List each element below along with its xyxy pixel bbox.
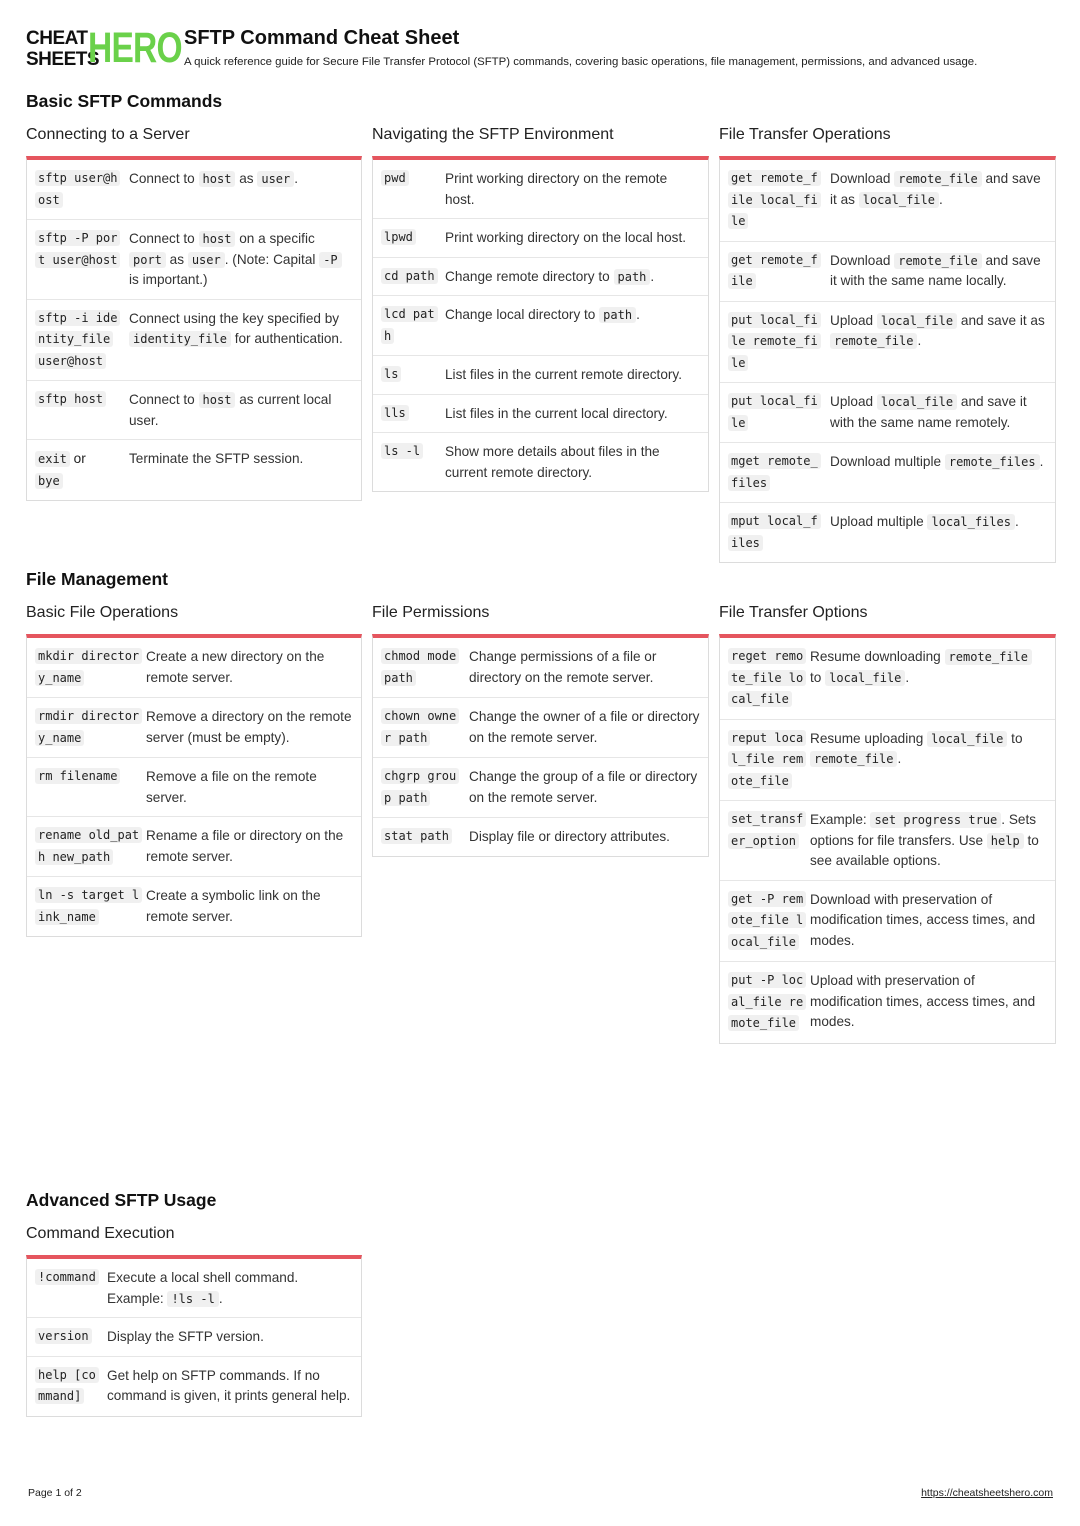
description-cell: List files in the current local directory. [445, 405, 668, 421]
inline-code: local_file [927, 731, 1007, 747]
inline-code: !ls -l [167, 1291, 218, 1307]
inline-code: path [614, 269, 651, 285]
command-cell [728, 889, 804, 954]
command-code: reget remote_file local_file [728, 648, 806, 707]
card-transfer-options [719, 634, 1056, 1044]
command-cell [35, 1267, 101, 1309]
command-code: !command [35, 1269, 99, 1285]
logo-line1: CHEAT [26, 28, 88, 49]
command-cell [35, 168, 123, 211]
table-row [720, 443, 1055, 503]
table-row [720, 383, 1055, 443]
command-code: rm filename [35, 768, 120, 784]
command-cell [728, 451, 824, 494]
command-cell [381, 766, 463, 809]
card-title-connecting: Connecting to a Server [26, 126, 190, 143]
command-code: bye [35, 473, 63, 489]
inline-code: help [987, 833, 1024, 849]
card-command-exec [26, 1255, 362, 1417]
command-cell [35, 1365, 101, 1408]
command-code: lls [381, 405, 409, 421]
card-navigating [372, 156, 709, 492]
command-cell [381, 706, 463, 749]
command-code: mput local_files [728, 513, 821, 551]
table-row [720, 160, 1055, 242]
command-cell [381, 441, 439, 483]
command-cell [35, 1326, 101, 1348]
table-row [373, 638, 708, 698]
command-code: rename old_path new_path [35, 827, 142, 865]
table-row [720, 503, 1055, 562]
description-cell: Example: set progress true . Sets options for file transfers. Use help to see available options. [810, 812, 1039, 868]
card-title-command-exec: Command Execution [26, 1225, 175, 1242]
description-cell: Download remote_file and save it with the same name locally. [830, 252, 1041, 288]
table-row [373, 356, 708, 395]
command-code: get -P remote_file local_file [728, 891, 806, 950]
inline-code: local_file [859, 192, 939, 208]
description-cell: Change local directory to path . [445, 307, 640, 322]
card-connecting [26, 156, 362, 501]
command-cell [728, 511, 824, 554]
inline-code: local_file [877, 394, 957, 410]
card-title-permissions: File Permissions [372, 604, 490, 621]
table-row [373, 219, 708, 258]
description-cell: Remove a directory on the remote server (must be empty). [146, 709, 352, 745]
inline-code: port [129, 252, 166, 268]
command-code: mget remote_files [728, 453, 821, 491]
table-row [720, 720, 1055, 802]
card-title-transfer-ops: File Transfer Operations [719, 126, 891, 143]
description-cell: Rename a file or directory on the remote server. [146, 828, 344, 864]
command-cell [381, 168, 439, 210]
description-cell: Connect to host on a specific port as user . (Note: Capital -P is important.) [123, 228, 353, 291]
command-cell [381, 227, 439, 249]
command-code: exit [35, 451, 70, 467]
command-code: sftp host [35, 391, 106, 407]
table-row [720, 638, 1055, 720]
inline-code: remote_file [830, 333, 917, 349]
command-code: chown owner path [381, 708, 459, 746]
command-code: set_transfer_option [728, 811, 806, 849]
description-cell: Upload local_file and save it as remote_file . [830, 312, 1045, 348]
description-cell: Print working directory on the remote host. [445, 171, 668, 207]
command-code: stat path [381, 828, 452, 844]
command-cell [728, 168, 824, 233]
description-cell: Connect to host as current local user. [129, 392, 332, 428]
table-row [720, 962, 1055, 1043]
command-code: sftp -i identity_file user@host [35, 310, 120, 369]
command-code: ls [381, 366, 401, 382]
page-header [26, 26, 1056, 74]
table-row [27, 698, 361, 758]
description-cell: Get help on SFTP commands. If no command is given, it prints general help. [107, 1367, 351, 1403]
logo-line2: SHEETS [26, 49, 100, 70]
table-row [27, 758, 361, 817]
command-cell [728, 728, 804, 793]
command-code: rmdir directory_name [35, 708, 142, 746]
description-cell: Remove a file on the remote server. [146, 769, 317, 805]
inline-code: identity_file [129, 331, 231, 347]
command-cell [35, 646, 140, 689]
description-cell: Upload multiple local_files . [830, 514, 1019, 529]
command-code: help [command] [35, 1367, 99, 1405]
command-code: pwd [381, 170, 409, 186]
command-code: ls -l [381, 443, 423, 459]
table-row [27, 440, 361, 500]
table-row [27, 220, 361, 300]
command-code: sftp -P port user@host [35, 230, 120, 268]
inline-code: -P [319, 252, 341, 268]
command-cell [35, 706, 140, 749]
command-cell [728, 646, 804, 711]
page-subtitle: A quick reference guide for Secure File Transfer Protocol (SFTP) commands, covering basic operations, file management, permissions, and advanced usage. [184, 56, 978, 68]
logo-hero: HERO [88, 24, 182, 72]
card-basic-file-ops [26, 634, 362, 937]
table-row [373, 395, 708, 434]
table-row [27, 817, 361, 877]
table-row [720, 242, 1055, 302]
command-code: lpwd [381, 229, 416, 245]
description-cell: Download remote_file and save it as local_file . [830, 171, 1041, 207]
table-row [720, 881, 1055, 963]
command-cell [381, 364, 439, 386]
command-cell [381, 266, 439, 288]
description-cell: Upload local_file and save it with the same name remotely. [830, 394, 1027, 430]
cheatsheetshero-logo[interactable] [26, 24, 182, 72]
inline-code: user [188, 252, 225, 268]
card-title-basic-file-ops: Basic File Operations [26, 604, 179, 621]
card-transfer-ops [719, 156, 1056, 563]
table-row [27, 381, 361, 440]
command-code: mkdir directory_name [35, 648, 142, 686]
command-code: put local_file [728, 393, 821, 431]
command-cell [381, 403, 439, 425]
description-cell: Upload with preservation of modification times, access times, and modes. [810, 973, 1036, 1029]
command-cell [35, 825, 140, 868]
table-row [373, 818, 708, 856]
command-code: chmod mode path [381, 648, 459, 686]
card-title-transfer-options: File Transfer Options [719, 604, 868, 621]
table-row [373, 433, 708, 491]
description-cell: Download with preservation of modification times, access times, and modes. [810, 891, 1036, 948]
description-cell: Terminate the SFTP session. [129, 451, 304, 466]
description-cell: Execute a local shell command. Example: !ls -l . [107, 1270, 299, 1306]
description-cell: Display file or directory attributes. [469, 829, 670, 844]
command-cell [728, 391, 824, 434]
table-row [27, 877, 361, 936]
description-cell: Resume downloading remote_file to local_file . [804, 646, 1047, 711]
inline-code: set progress true [870, 812, 1001, 828]
command-cell [728, 970, 804, 1035]
table-row [27, 1318, 361, 1357]
command-cell: exit or bye [35, 448, 123, 492]
command-code: chgrp group path [381, 768, 459, 806]
site-link[interactable]: https://cheatsheetshero.com [921, 1487, 1053, 1499]
command-code: ln -s target link_name [35, 887, 142, 925]
inline-code: local_file [877, 313, 957, 329]
page-title: SFTP Command Cheat Sheet [184, 27, 460, 49]
command-code: sftp user@host [35, 170, 120, 208]
command-code: reput local_file remote_file [728, 730, 806, 789]
description-cell: Display the SFTP version. [107, 1329, 264, 1344]
inline-code: remote_file [945, 649, 1032, 665]
command-cell [381, 646, 463, 689]
table-row [27, 1259, 361, 1318]
inline-code: remote_files [945, 454, 1040, 470]
table-row [27, 160, 361, 220]
command-cell [35, 766, 140, 808]
command-code: get remote_file [728, 252, 821, 290]
table-row [373, 258, 708, 297]
table-row [27, 300, 361, 382]
command-cell [381, 826, 463, 848]
description-cell: Download multiple remote_files . [830, 454, 1044, 469]
table-row [27, 638, 361, 698]
inline-code: local_files [927, 514, 1014, 530]
inline-code: user [257, 171, 294, 187]
inline-code: remote_file [894, 171, 981, 187]
table-row [720, 801, 1055, 881]
inline-code: host [199, 392, 236, 408]
description-cell: List files in the current remote directory. [445, 367, 682, 382]
command-code: version [35, 1328, 92, 1344]
inline-code: remote_file [810, 751, 897, 767]
command-cell [728, 250, 824, 293]
description-cell: Change permissions of a file or directory on the remote server. [469, 649, 657, 685]
command-cell [35, 308, 123, 373]
command-cell [35, 885, 140, 928]
section-title-advanced: Advanced SFTP Usage [26, 1190, 217, 1210]
card-permissions [372, 634, 709, 857]
command-cell [35, 389, 123, 431]
inline-code: path [599, 307, 636, 323]
inline-code: host [199, 171, 236, 187]
description-cell: Connect to host as user . [129, 171, 299, 186]
card-title-navigating: Navigating the SFTP Environment [372, 126, 614, 143]
description-cell: Change the group of a file or directory on the remote server. [469, 769, 698, 805]
command-code: lcd path [381, 306, 438, 344]
command-code: put local_file remote_file [728, 312, 821, 371]
command-cell [381, 304, 439, 347]
description-cell: Resume uploading local_file to remote_file . [810, 730, 1023, 766]
page-number: Page 1 of 2 [28, 1487, 82, 1499]
section-title-file-mgmt: File Management [26, 569, 168, 589]
description-cell: Print working directory on the local host. [445, 230, 687, 245]
inline-code: host [199, 231, 236, 247]
inline-code: remote_file [894, 253, 981, 269]
description-cell: Change the owner of a file or directory on the remote server. [469, 709, 700, 745]
table-row [27, 1357, 361, 1416]
table-row [373, 758, 708, 818]
command-code: get remote_file local_file [728, 170, 821, 229]
table-row [373, 698, 708, 758]
command-cell [728, 310, 824, 375]
section-title-basic: Basic SFTP Commands [26, 91, 223, 111]
description-cell: Connect using the key specified by identity_file for authentication. [129, 310, 343, 346]
description-cell: Change remote directory to path . [445, 268, 655, 284]
description-cell: Create a new directory on the remote server. [146, 649, 325, 685]
command-cell [35, 228, 123, 291]
inline-code: local_file [825, 670, 905, 686]
command-code: cd path [381, 268, 438, 284]
description-cell: Show more details about files in the current remote directory. [445, 444, 660, 480]
table-row [720, 302, 1055, 384]
table-row [373, 160, 708, 219]
command-code: put -P local_file remote_file [728, 972, 806, 1031]
table-row [373, 296, 708, 356]
description-cell: Create a symbolic link on the remote server. [146, 888, 321, 924]
command-cell [728, 809, 804, 872]
